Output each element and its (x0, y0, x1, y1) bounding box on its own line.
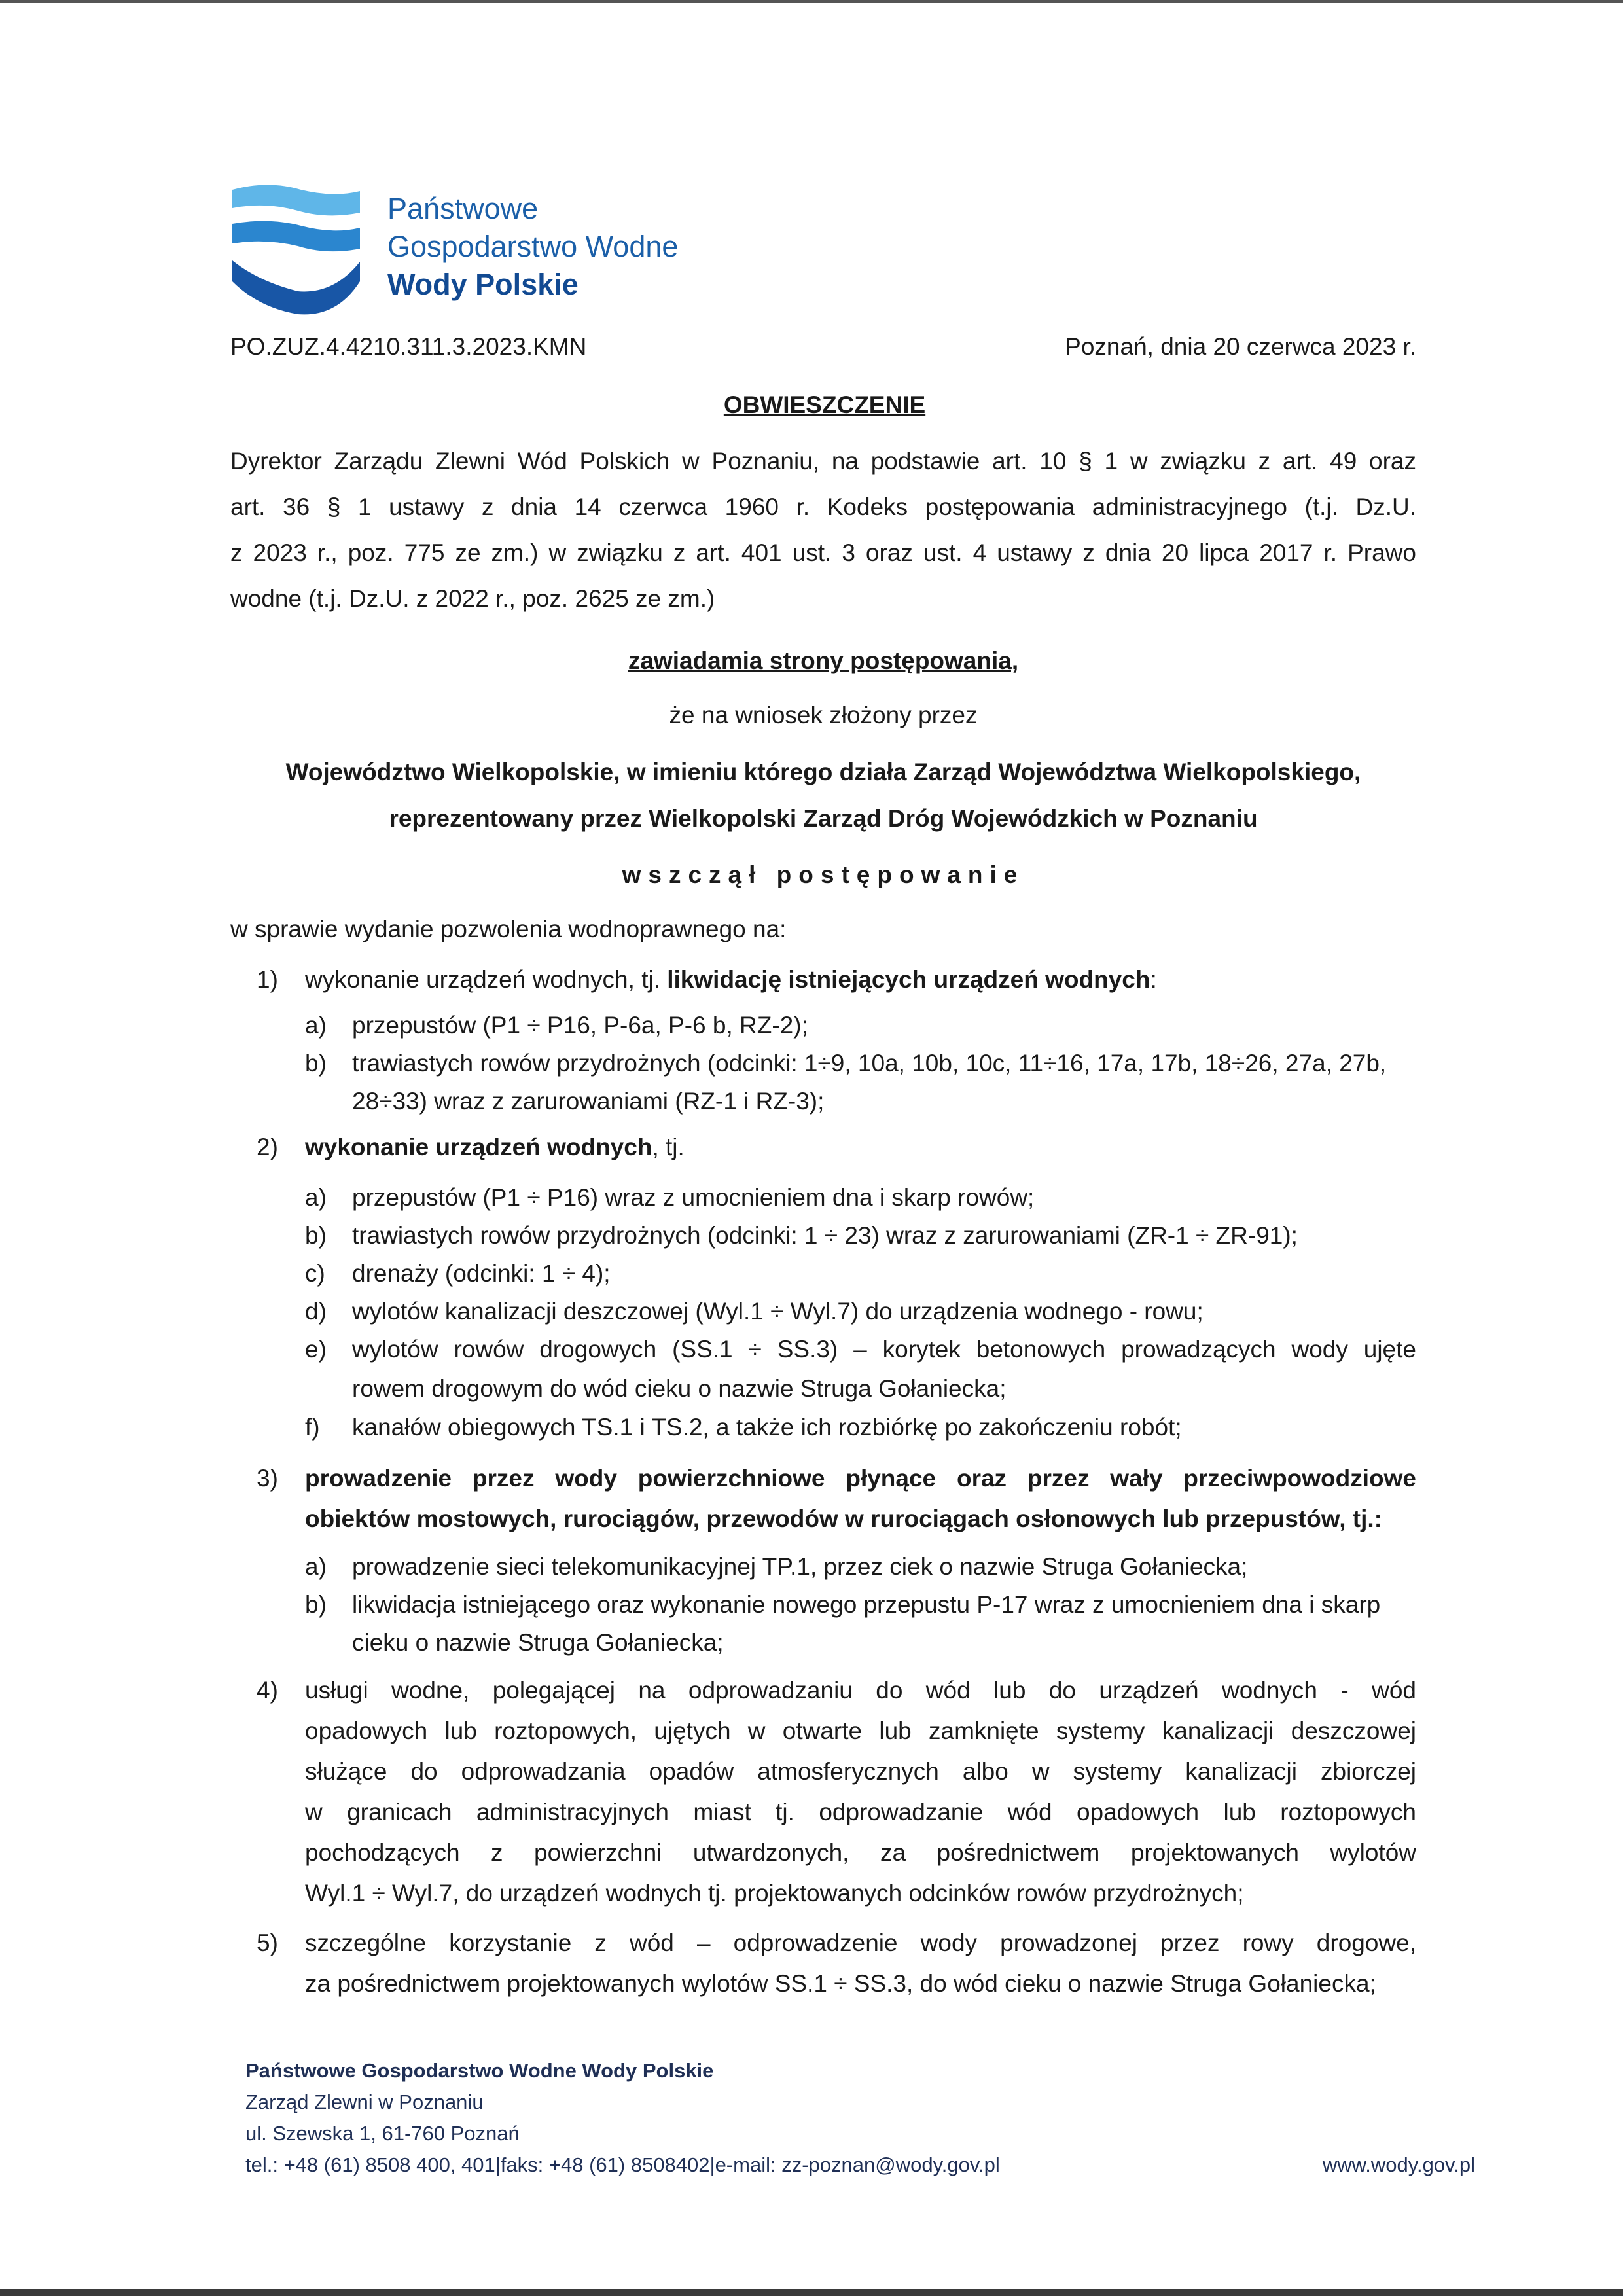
sub-item-text: kanałów obiegowych TS.1 i TS.2, a także ich rozbiórkę po zakończeniu robót; (352, 1414, 1182, 1441)
item-5-text (305, 1923, 1416, 2004)
place-date: Poznań, dnia 20 czerwca 2023 r. (1065, 333, 1416, 360)
item-4-text (305, 1670, 1416, 1914)
item-2-text: wykonanie urządzeń wodnych, tj. (305, 1134, 685, 1160)
reference-number: PO.ZUZ.4.4210.311.3.2023.KMN (230, 333, 587, 360)
top-border (0, 0, 1623, 3)
sub-item-text: przepustów (P1 ÷ P16) wraz z umocnieniem dna i skarp rowów; (352, 1184, 1035, 1211)
sub-item-text: 28÷33) wraz z zarurowaniami (RZ-1 i RZ-3); (352, 1088, 825, 1115)
footer-contact: tel.: +48 (61) 8508 400, 401|faks: +48 (61) 8508402|e-mail: zz-poznan@wody.gov.pl (245, 2153, 1000, 2176)
footer-address: ul. Szewska 1, 61-760 Poznań (245, 2122, 520, 2145)
applicant-line-1: Województwo Wielkopolskie, w imieniu którego działa Zarząd Województwa Wielkopolskiego, (285, 759, 1361, 785)
sub-item-text: prowadzenie sieci telekomunikacyjnej TP.1, przez ciek o nazwie Struga Gołaniecka; (352, 1553, 1248, 1580)
item-5-line: szczególne korzystanie z wód – odprowadzenie wody prowadzonej przez rowy drogowe, (305, 1929, 1416, 1956)
document-title: OBWIESZCZENIE (723, 391, 926, 418)
sub-item-text: trawiastych rowów przydrożnych (odcinki: 1÷9, 10a, 10b, 10c, 11÷16, 17a, 17b, 18÷26, 27a, 27b, (352, 1050, 1387, 1077)
item-4-line: opadowych lub roztopowych, ujętych w otwarte lub zamknięte systemy kanalizacji deszczowej (305, 1717, 1416, 1744)
sub-letter: a) (305, 1012, 327, 1039)
sub-letter: a) (305, 1553, 327, 1580)
sub-item-text: trawiastych rowów przydrożnych (odcinki: 1 ÷ 23) wraz z zarurowaniami (ZR-1 ÷ ZR-91); (352, 1222, 1298, 1249)
item-3-text: obiektów mostowych, rurociągów, przewodów w rurociągach osłonowych lub przepustów, tj.: (305, 1505, 1382, 1532)
item-4-line: służące do odprowadzania opadów atmosferycznych albo w systemy kanalizacji zbiorczej (305, 1758, 1416, 1785)
bottom-border (0, 2289, 1623, 2296)
notify-heading: zawiadamia strony postępowania, (628, 647, 1019, 674)
matter-line: w sprawie wydanie pozwolenia wodnoprawnego na: (230, 916, 787, 942)
item-4-line: Wyl.1 ÷ Wyl.7, do urządzeń wodnych tj. projektowanych odcinków rowów przydrożnych; (305, 1880, 1244, 1907)
sub-item-text: drenaży (odcinki: 1 ÷ 4); (352, 1260, 611, 1287)
item-number: 1) (257, 966, 278, 993)
logo-text (387, 190, 678, 304)
item-1-text: wykonanie urządzeń wodnych, tj. likwidację istniejących urządzeń wodnych: (305, 966, 1157, 993)
item-4-line: w granicach administracyjnych miast tj. odprowadzanie wód opadowych lub roztopowych (305, 1799, 1416, 1825)
sub-letter: c) (305, 1260, 325, 1287)
item-number: 3) (257, 1465, 278, 1492)
initiated-line: wszczął postępowanie (622, 861, 1025, 888)
intro-line: art. 36 § 1 ustawy z dnia 14 czerwca 1960 r. Kodeks postępowania administracyjnego (t.j. Dz.U. (230, 493, 1416, 520)
sub-letter: b) (305, 1591, 327, 1618)
logo-line-1: Państwowe (387, 192, 539, 225)
item-5-line: za pośrednictwem projektowanych wylotów SS.1 ÷ SS.3, do wód cieku o nazwie Struga Gołaniecka; (305, 1970, 1376, 1997)
sub-letter: a) (305, 1184, 327, 1211)
item-3-text: prowadzenie przez wody powierzchniowe płynące oraz przez wały przeciwpowodziowe (305, 1465, 1416, 1492)
logo-line-3: Wody Polskie (387, 268, 579, 301)
sub-item-text: cieku o nazwie Struga Gołaniecka; (352, 1629, 724, 1656)
sub-letter: d) (305, 1298, 327, 1325)
intro-line: z 2023 r., poz. 775 ze zm.) w związku z art. 401 ust. 3 oraz ust. 4 ustawy z dnia 20 lipca 2017 r. Prawo (230, 539, 1416, 566)
item-number: 5) (257, 1929, 278, 1956)
sub-letter: f) (305, 1414, 320, 1441)
sub-letter: e) (305, 1336, 327, 1363)
sub-item-text: wylotów rowów drogowych (SS.1 ÷ SS.3) – korytek betonowych prowadzących wody ujęte (352, 1336, 1416, 1363)
wody-polskie-logo (229, 183, 373, 321)
request-line: że na wniosek złożony przez (669, 702, 978, 728)
item-4-line: pochodzących z powierzchni utwardzonych, za pośrednictwem projektowanych wylotów (305, 1839, 1416, 1866)
intro-line: Dyrektor Zarządu Zlewni Wód Polskich w Poznaniu, na podstawie art. 10 § 1 w związku z art. 49 oraz (230, 448, 1416, 475)
logo-line-2: Gospodarstwo Wodne (387, 230, 679, 263)
item-number: 4) (257, 1677, 278, 1704)
sub-item-text: likwidacja istniejącego oraz wykonanie nowego przepustu P-17 wraz z umocnieniem dna i skarp (352, 1591, 1381, 1618)
footer-org: Państwowe Gospodarstwo Wodne Wody Polskie (245, 2059, 714, 2082)
intro-line: wodne (t.j. Dz.U. z 2022 r., poz. 2625 ze zm.) (230, 585, 715, 612)
sub-letter: b) (305, 1222, 327, 1249)
intro-paragraph (230, 439, 1416, 622)
sub-item-text: wylotów kanalizacji deszczowej (Wyl.1 ÷ Wyl.7) do urządzenia wodnego - rowu; (352, 1298, 1204, 1325)
applicant-line-2: reprezentowany przez Wielkopolski Zarząd Dróg Wojewódzkich w Poznaniu (389, 805, 1258, 832)
sub-item-text: rowem drogowym do wód cieku o nazwie Struga Gołaniecka; (352, 1375, 1007, 1402)
item-number: 2) (257, 1134, 278, 1160)
sub-item-text: przepustów (P1 ÷ P16, P-6a, P-6 b, RZ-2); (352, 1012, 808, 1039)
item-4-line: usługi wodne, polegającej na odprowadzaniu do wód lub do urządzeń wodnych - wód (305, 1677, 1416, 1704)
footer-website-link[interactable]: www.wody.gov.pl (1322, 2153, 1475, 2176)
footer-unit: Zarząd Zlewni w Poznaniu (245, 2090, 484, 2113)
sub-letter: b) (305, 1050, 327, 1077)
